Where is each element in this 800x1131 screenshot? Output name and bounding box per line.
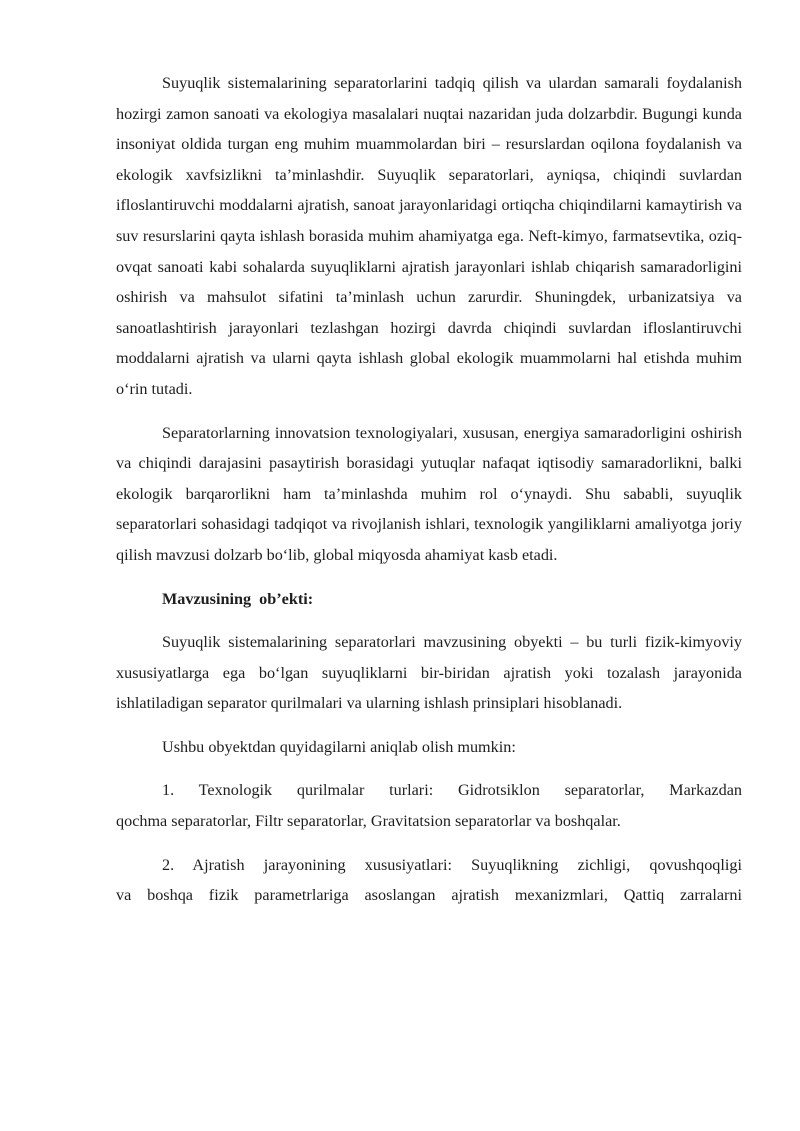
list-item-2-first-line: 2. Ajratish jarayonining xususiyatlari: Suyuqlikning zichligi, qovushqoqligi (162, 855, 742, 874)
paragraph-object-definition: Suyuqlik sistemalarining separatorlari mavzusining obyekti – bu turli fizik-kimyoviy xususiyatlarga ega bo‘lgan suyuqliklarni bir-biridan ajratish yoki tozalash jarayonida ishlatiladigan separator qurilmalari va ularning ishlash prinsiplari hisoblanadi. (116, 633, 742, 713)
list-item-1-rest: qochma separatorlar, Filtr separatorlar, Gravitatsion separatorlar va boshqalar. (116, 812, 621, 831)
paragraph-relevance: Suyuqlik sistemalarining separatorlarini tadqiq qilish va ulardan samarali foydalanish hozirgi zamon sanoati va ekologiya masalalari nuqtai nazaridan juda dolzarbdir. Bugungi kunda insoniyat oldida turgan eng muhim muammolardan biri – resurslardan oqilona foydalanish va ekologik xavfsizlikni ta’minlashdir. Suyuqlik separatorlari, ayniqsa, chiqindi suvlardan ifloslantiruvchi moddalarni ajratish, sanoat jarayonlaridagi ortiqcha chiqindilarni kamaytirish va suv resurslarini qayta ishlash borasida muhim ahamiyatga ega. Neft-kimyo, farmatsevtika, oziq-ovqat sanoati kabi sohalarda suyuqliklarni ajratish jarayonlari ishlab chiqarish samaradorligini oshirish va mahsulot sifatini ta’minlash uchun zarurdir. Shuningdek, urbanizatsiya va sanoatlashtirish jarayonlari tezlashgan hozirgi davrda chiqindi suvlardan ifloslantiruvchi moddalarni ajratish va ularni qayta ishlash global ekologik muammolarni hal etishda muhim o‘rin tutadi. (116, 74, 742, 398)
list-item-1 (116, 775, 742, 836)
paragraph-intro: Ushbu obyektdan quyidagilarni aniqlab olish mumkin: (162, 737, 516, 756)
list-item-2-rest: va boshqa fizik parametrlariga asoslangan ajratish mexanizmlari, Qattiq zarralarni (116, 886, 742, 905)
list-item-2 (116, 850, 742, 911)
document-page (116, 68, 742, 924)
section-heading-object: Mavzusining ob’ekti: (162, 589, 314, 608)
list-item-1-first-line: 1. Texnologik qurilmalar turlari: Gidrotsiklon separatorlar, Markazdan (162, 781, 742, 800)
paragraph-innovation: Separatorlarning innovatsion texnologiyalari, xususan, energiya samaradorligini oshirish va chiqindi darajasini pasaytirish borasidagi yutuqlar nafaqat iqtisodiy samaradorlikni, balki ekologik barqarorlikni ham ta’minlashda muhim rol o‘ynaydi. Shu sababli, suyuqlik separatorlari sohasidagi tadqiqot va rivojlanish ishlari, texnologik yangiliklarni amaliyotga joriy qilish mavzusi dolzarb bo‘lib, global miqyosda ahamiyat kasb etadi. (116, 423, 742, 564)
